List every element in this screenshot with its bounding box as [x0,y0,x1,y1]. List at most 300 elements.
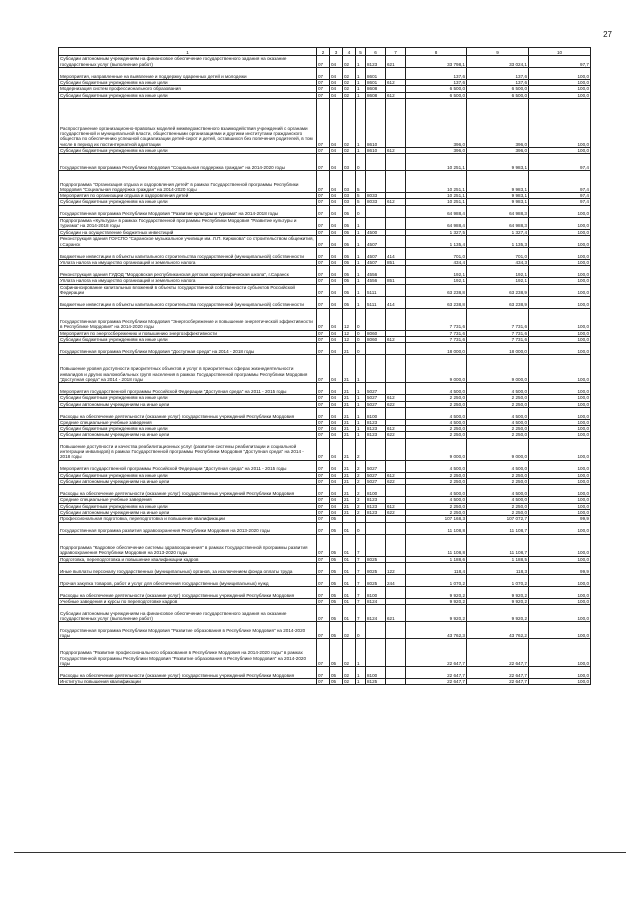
expense-type-code: 612 [386,426,406,432]
subsection-code: 04 [330,98,343,147]
planned-amount: 4 500,0 [406,485,467,497]
program-code: 01 [343,522,356,534]
section-code: 07 [317,534,330,556]
executed-amount: 9 983,1 [467,193,529,199]
row-name: Субсидии бюджетным учреждениям на иные цели [59,199,317,205]
planned-amount: 63 238,8 [406,284,467,296]
expense-type-code [386,639,406,667]
executed-amount: 7 731,6 [467,336,529,342]
subprogram-code: 1 [356,401,366,407]
article-code: 8060 [366,336,386,342]
subsection-code: 04 [330,438,343,460]
planned-amount: 4 500,0 [406,407,467,419]
subprogram-code: 2 [356,472,366,478]
column-header: 5 [356,48,366,56]
subprogram-code: 7 [356,605,366,622]
expense-type-code [386,154,406,171]
row-name: Распространение организационно-правовых моделей межведомственного взаимодействия учреждений с органами государственной и муниципальной власти, общественными организациями и другими институтами гражданского общества по обеспечению успешной социализации детей-сирот и детей, оставшихся без попечения родителей, в том числе в период их постинтернатной адаптации [59,98,317,147]
expense-type-code [386,622,406,639]
expense-type-code [386,667,406,679]
table-row [59,407,591,419]
subsection-code: 04 [330,479,343,485]
row-name: Субсидии бюджетным учреждениям на иные цели [59,395,317,401]
section-code: 07 [317,574,330,586]
planned-amount: 22 647,7 [406,639,467,667]
percent-executed: 100,0 [529,679,591,685]
expense-type-code: 612 [386,472,406,478]
percent-executed: 100,0 [529,407,591,419]
section-code: 07 [317,92,330,98]
article-code: 8123 [366,56,386,68]
section-code: 07 [317,472,330,478]
planned-amount: 9 000,0 [406,438,467,460]
row-name: Субсидии бюджетным учреждениям на иные цели [59,503,317,509]
subsection-code: 04 [330,383,343,395]
program-code: 21 [343,438,356,460]
program-code: 03 [343,171,356,193]
program-code: 21 [343,432,356,438]
program-code: 01 [343,534,356,556]
program-code: 03 [343,193,356,199]
article-code: 8100 [366,586,386,598]
subprogram-code: 7 [356,562,366,574]
program-code: 21 [343,509,356,515]
percent-executed: 100,0 [529,236,591,248]
planned-amount: 434,4 [406,260,467,266]
subprogram-code: 1 [356,266,366,278]
section-code: 07 [317,284,330,296]
subprogram-code: 1 [356,426,366,432]
planned-amount: 1 135,4 [406,236,467,248]
executed-amount: 137,6 [467,80,529,86]
percent-executed: 100,0 [529,68,591,80]
subprogram-code: 1 [356,667,366,679]
article-code: 8124 [366,598,386,604]
percent-executed: 100,0 [529,98,591,147]
planned-amount: 18 000,0 [406,343,467,355]
column-header: 2 [317,48,330,56]
subprogram-code: 1 [356,56,366,68]
program-code: 05 [343,260,356,266]
expense-type-code [386,98,406,147]
planned-amount: 9 000,0 [406,355,467,383]
subprogram-code: 0 [356,154,366,171]
subsection-code: 04 [330,330,343,336]
subsection-code: 04 [330,68,343,80]
executed-amount: 4 500,0 [467,407,529,419]
article-code: 4507 [366,236,386,248]
program-code: 21 [343,383,356,395]
column-header: 9 [467,48,529,56]
program-code: 21 [343,419,356,425]
program-code: 12 [343,336,356,342]
subsection-code: 04 [330,260,343,266]
expense-type-code: 622 [386,401,406,407]
article-code: 4507 [366,260,386,266]
row-name: Бюджетные инвестиции в объекты капитального строительства государственной (муниципальной) собственности [59,248,317,260]
subsection-code: 04 [330,171,343,193]
subprogram-code: 2 [356,460,366,472]
row-name: Субсидии бюджетным учреждениям на иные цели [59,147,317,153]
subsection-code: 04 [330,154,343,171]
section-code: 07 [317,622,330,639]
section-code: 07 [317,278,330,284]
article-code: 8123 [366,419,386,425]
percent-executed: 100,0 [529,534,591,556]
percent-executed: 100,0 [529,355,591,383]
article-code [366,205,386,217]
section-code: 07 [317,432,330,438]
percent-executed: 100,0 [529,438,591,460]
program-code: 01 [343,605,356,622]
subprogram-code: 1 [356,147,366,153]
executed-amount: 192,1 [467,278,529,284]
expense-type-code: 612 [386,92,406,98]
executed-amount: 9 983,1 [467,154,529,171]
article-code: 8124 [366,605,386,622]
percent-executed: 100,0 [529,586,591,598]
executed-amount: 4 500,0 [467,497,529,503]
subsection-code: 04 [330,56,343,68]
planned-amount: 192,1 [406,278,467,284]
expense-type-code: 612 [386,147,406,153]
subprogram-code: 1 [356,248,366,260]
program-code: 01 [343,574,356,586]
planned-amount: 9 920,2 [406,605,467,622]
subsection-code: 04 [330,296,343,308]
program-code: 05 [343,248,356,260]
planned-amount: 7 731,6 [406,308,467,330]
program-code: 02 [343,68,356,80]
row-name: Государственная программа развития здравоохранения Республики Мордовия на 2013-2020 годы [59,522,317,534]
article-code: 8100 [366,485,386,497]
section-code: 07 [317,383,330,395]
expense-type-code [386,236,406,248]
article-code: 5027 [366,383,386,395]
percent-executed: 97,4 [529,154,591,171]
article-code: 8610 [366,147,386,153]
subsection-code: 05 [330,679,343,685]
percent-executed: 100,0 [529,147,591,153]
table-row [59,205,591,217]
expense-type-code [386,68,406,80]
table-row [59,438,591,460]
row-name: Субсидии автономным учреждениям на иные цели [59,432,317,438]
executed-amount: 2 250,0 [467,426,529,432]
executed-amount: 2 250,0 [467,472,529,478]
planned-amount: 2 250,0 [406,432,467,438]
table-row [59,343,591,355]
program-code: 21 [343,343,356,355]
executed-amount: 22 647,7 [467,679,529,685]
article-code [366,171,386,193]
expense-type-code [386,438,406,460]
planned-amount: 11 108,8 [406,522,467,534]
program-code: 02 [343,56,356,68]
planned-amount: 43 762,3 [406,622,467,639]
row-name: Расходы на обеспечение деятельности (оказание услуг) государственных учреждений Республики Мордовия [59,407,317,419]
planned-amount: 22 647,7 [406,667,467,679]
percent-executed: 100,0 [529,667,591,679]
article-code: 8123 [366,503,386,509]
section-code: 07 [317,171,330,193]
planned-amount: 396,0 [406,147,467,153]
table-row [59,56,591,68]
executed-amount: 4 500,0 [467,485,529,497]
subsection-code: 04 [330,308,343,330]
section-code: 07 [317,522,330,534]
subprogram-code: 7 [356,574,366,586]
row-name: Мероприятия государственной программы Российской Федерации "Доступная среда" на 2011 - 2015 годы [59,383,317,395]
expense-type-code [386,284,406,296]
expense-type-code: 622 [386,432,406,438]
table-row [59,383,591,395]
percent-executed: 100,0 [529,92,591,98]
percent-executed: 100,0 [529,503,591,509]
expense-type-code [386,266,406,278]
percent-executed: 100,0 [529,472,591,478]
planned-amount: 9 920,2 [406,598,467,604]
section-code: 07 [317,205,330,217]
expense-type-code [386,534,406,556]
row-name: Средние специальные учебные заведения [59,419,317,425]
column-header: 1 [59,48,317,56]
executed-amount: 2 250,0 [467,503,529,509]
subprogram-code: 0 [356,343,366,355]
executed-amount: 9 983,1 [467,171,529,193]
column-header: 10 [529,48,591,56]
percent-executed: 100,0 [529,574,591,586]
expense-type-code [386,522,406,534]
percent-executed: 100,0 [529,205,591,217]
executed-amount: 22 647,7 [467,667,529,679]
table-row [59,574,591,586]
section-code: 07 [317,598,330,604]
section-code: 07 [317,395,330,401]
section-code: 07 [317,330,330,336]
executed-amount: 2 250,0 [467,395,529,401]
article-code: 8608 [366,92,386,98]
subsection-code: 04 [330,217,343,229]
article-code: 8025 [366,562,386,574]
column-header: 6 [366,48,386,56]
program-code: 02 [343,98,356,147]
subsection-code: 04 [330,419,343,425]
percent-executed: 100,0 [529,395,591,401]
table-row [59,667,591,679]
executed-amount: 396,0 [467,98,529,147]
percent-executed: 100,0 [529,330,591,336]
executed-amount: 2 250,0 [467,479,529,485]
subprogram-code: 0 [356,205,366,217]
executed-amount: 137,6 [467,68,529,80]
row-name: Субсидии бюджетным учреждениям на иные цели [59,472,317,478]
executed-amount: 4 500,0 [467,383,529,395]
program-code: 21 [343,472,356,478]
subprogram-code: 1 [356,383,366,395]
expense-type-code [386,586,406,598]
article-code: 4507 [366,248,386,260]
executed-amount: 701,0 [467,248,529,260]
subsection-code: 04 [330,407,343,419]
planned-amount: 118,4 [406,562,467,574]
executed-amount: 7 731,6 [467,330,529,336]
subprogram-code: 2 [356,503,366,509]
planned-amount: 10 251,1 [406,193,467,199]
subsection-code: 05 [330,605,343,622]
subsection-code: 04 [330,472,343,478]
article-code: 8123 [366,426,386,432]
subsection-code: 04 [330,80,343,86]
percent-executed: 100,0 [529,86,591,92]
subsection-code: 05 [330,667,343,679]
article-code [366,534,386,556]
subsection-code: 04 [330,147,343,153]
planned-amount: 64 988,4 [406,217,467,229]
table-row [59,522,591,534]
subprogram-code: 1 [356,395,366,401]
article-code: 8033 [366,199,386,205]
expense-type-code: 612 [386,80,406,86]
executed-amount: 9 983,1 [467,199,529,205]
budget-table-sheet [58,47,590,685]
section-code: 07 [317,308,330,330]
subsection-code: 04 [330,401,343,407]
table-row [59,679,591,685]
subsection-code: 05 [330,598,343,604]
subsection-code: 05 [330,534,343,556]
subprogram-code: 2 [356,438,366,460]
program-code: 03 [343,199,356,205]
program-code: 21 [343,497,356,503]
program-code: 21 [343,355,356,383]
planned-amount: 2 250,0 [406,401,467,407]
planned-amount: 9 920,2 [406,586,467,598]
executed-amount: 33 024,1 [467,56,529,68]
planned-amount: 10 251,1 [406,171,467,193]
executed-amount: 107 072,7 [467,516,529,522]
table-row [59,248,591,260]
executed-amount: 6 500,0 [467,86,529,92]
article-code: 8100 [366,407,386,419]
table-row [59,98,591,147]
program-code: 21 [343,407,356,419]
table-row [59,622,591,639]
planned-amount: 4 500,0 [406,419,467,425]
executed-amount: 9 920,2 [467,586,529,598]
percent-executed: 100,0 [529,622,591,639]
executed-amount: 1 327,4 [467,229,529,235]
percent-executed: 100,0 [529,401,591,407]
row-name: Расходы на обеспечение деятельности (оказание услуг) государственных учреждений Республики Мордовия [59,586,317,598]
row-name: Повышение доступности и качества реабилитационных услуг (развитие системы реабилитации и социальной интеграции инвалидов) в рамках Государственной программы Республики Мордовия "Доступная среда" на 2014 - 2018 годы [59,438,317,460]
row-name: Профессиональная подготовка, переподготовка и повышение квалификации [59,516,317,522]
subprogram-code: 1 [356,284,366,296]
table-row [59,485,591,497]
percent-executed: 100,0 [529,80,591,86]
row-name: Государственная программа Республики Мордовия "Развитие образования в Республике Мордовия" на 2014-2020 годы [59,622,317,639]
subsection-code: 04 [330,229,343,235]
row-name: Расходы на обеспечение деятельности (оказание услуг) государственных учреждений Республики Мордовия [59,485,317,497]
planned-amount: 107 168,3 [406,516,467,522]
subsection-code: 05 [330,556,343,562]
section-code: 07 [317,639,330,667]
expense-type-code: 621 [386,605,406,622]
program-code: 02 [343,147,356,153]
executed-amount: 4 500,0 [467,460,529,472]
percent-executed: 99,9 [529,562,591,574]
subsection-code: 04 [330,278,343,284]
subprogram-code: 2 [356,479,366,485]
expense-type-code [386,217,406,229]
table-row [59,586,591,598]
expense-type-code [386,485,406,497]
row-name: Мероприятия государственной программы Российской Федерации "Доступная среда" на 2011 - 2015 годы [59,460,317,472]
section-code: 07 [317,248,330,260]
section-code: 07 [317,556,330,562]
article-code: 8610 [366,98,386,147]
section-code: 07 [317,260,330,266]
row-name: Институты повышения квалификации [59,679,317,685]
percent-executed: 97,4 [529,171,591,193]
row-name: Государственная программа Республики Мордовия "Социальная поддержка граждан" на 2014-2020 годы [59,154,317,171]
section-code: 07 [317,355,330,383]
section-code: 07 [317,586,330,598]
executed-amount: 43 762,2 [467,622,529,639]
article-code: 5111 [366,284,386,296]
planned-amount: 192,1 [406,266,467,278]
subsection-code: 04 [330,497,343,503]
percent-executed: 100,0 [529,217,591,229]
subprogram-code: 1 [356,639,366,667]
expense-type-code: 244 [386,574,406,586]
article-code [366,308,386,330]
percent-executed: 100,0 [529,556,591,562]
executed-amount: 434,3 [467,260,529,266]
percent-executed: 100,0 [529,426,591,432]
program-code: 05 [343,229,356,235]
expense-type-code: 612 [386,336,406,342]
section-code: 07 [317,86,330,92]
row-name: Мероприятия по организации отдыха и оздоровления детей [59,193,317,199]
row-name: Государственная программа Республики Мордовия "Доступная среда" на 2014 - 2018 годы [59,343,317,355]
subprogram-code: 1 [356,86,366,92]
article-code [366,154,386,171]
article-code: 5027 [366,472,386,478]
subprogram-code: 5 [356,199,366,205]
table-row [59,460,591,472]
planned-amount: 137,6 [406,68,467,80]
percent-executed: 100,0 [529,479,591,485]
table-row [59,605,591,622]
row-name: Субсидии бюджетным учреждениям на иные цели [59,336,317,342]
percent-executed: 100,0 [529,639,591,667]
program-code: 02 [343,667,356,679]
subprogram-code: 2 [356,509,366,515]
page-number: 27 [603,30,612,39]
planned-amount: 10 251,1 [406,154,467,171]
row-name: Подпрограмма "Организация отдыха и оздоровления детей" в рамках Государственной программы Республики Мордовия "Социальная поддержка граждан" на 2014-2020 годы [59,171,317,193]
percent-executed: 100,0 [529,266,591,278]
section-code: 07 [317,236,330,248]
subprogram-code: 0 [356,336,366,342]
planned-amount: 1 070,2 [406,574,467,586]
row-name: Подпрограмма «Культура» в рамках Государственной программы Республики Мордовия "Развитие культуры и туризма" на 2014-2018 годы [59,217,317,229]
article-code: 8025 [366,574,386,586]
section-code: 07 [317,336,330,342]
subprogram-code: 1 [356,432,366,438]
subprogram-code: 1 [356,236,366,248]
